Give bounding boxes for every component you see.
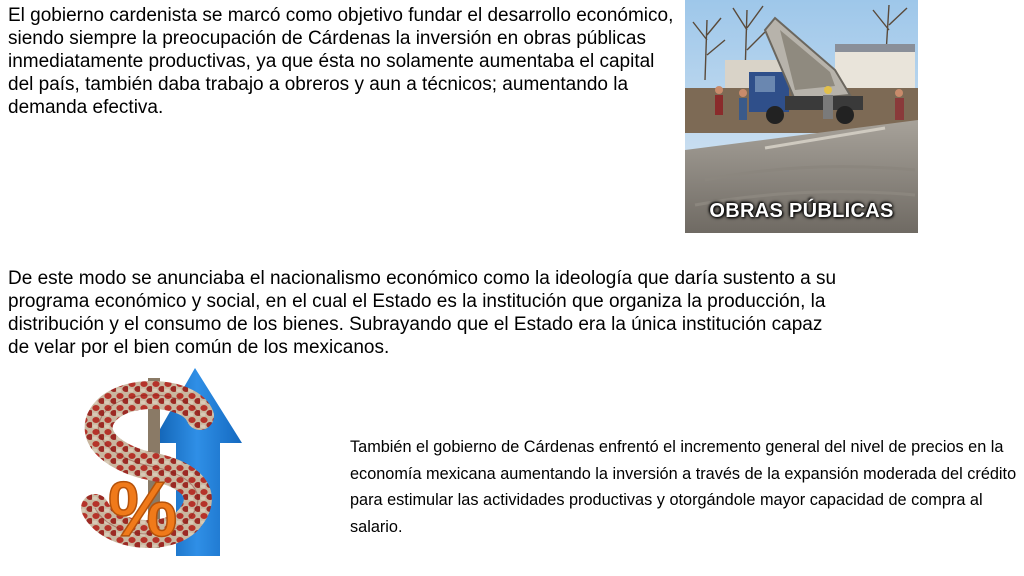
paragraph-economic-development: El gobierno cardenista se marcó como objetivo fundar el desarrollo económico, siendo siempre la preocupación de Cárdenas la inversión en obras públicas inmediatamente productivas, ya que ésta no solamente aumentaba el capital del país, también daba trabajo a obreros y aun a técnicos; aumentando la demanda efectiva.: [8, 5, 674, 118]
public-works-photo: [685, 0, 918, 233]
paragraph-price-policy: También el gobierno de Cárdenas enfrentó el incremento general del nivel de precios en la economía mexicana aumentando la inversión a través de la expansión moderada del crédito para estimular las actividades productivas y otorgándole mayor capacidad de compra al salario.: [350, 438, 1017, 536]
paragraph-economic-nationalism: De este modo se anunciaba el nacionalismo económico como la ideología que daría sustento a su programa económico y social, en el cual el Estado es la institución que organiza la producción, la distribución y el consumo de los bienes. Subrayando que el Estado era la única institución capaz de velar por el bien común de los mexicanos.: [8, 268, 837, 358]
construction-scene-image: [685, 0, 918, 233]
economy-illustration: [80, 368, 250, 558]
dollar-percent-arrow-graphic: [80, 368, 250, 558]
photo-caption: OBRAS PÚBLICAS: [709, 200, 894, 222]
percent-sign: %: [108, 465, 178, 553]
